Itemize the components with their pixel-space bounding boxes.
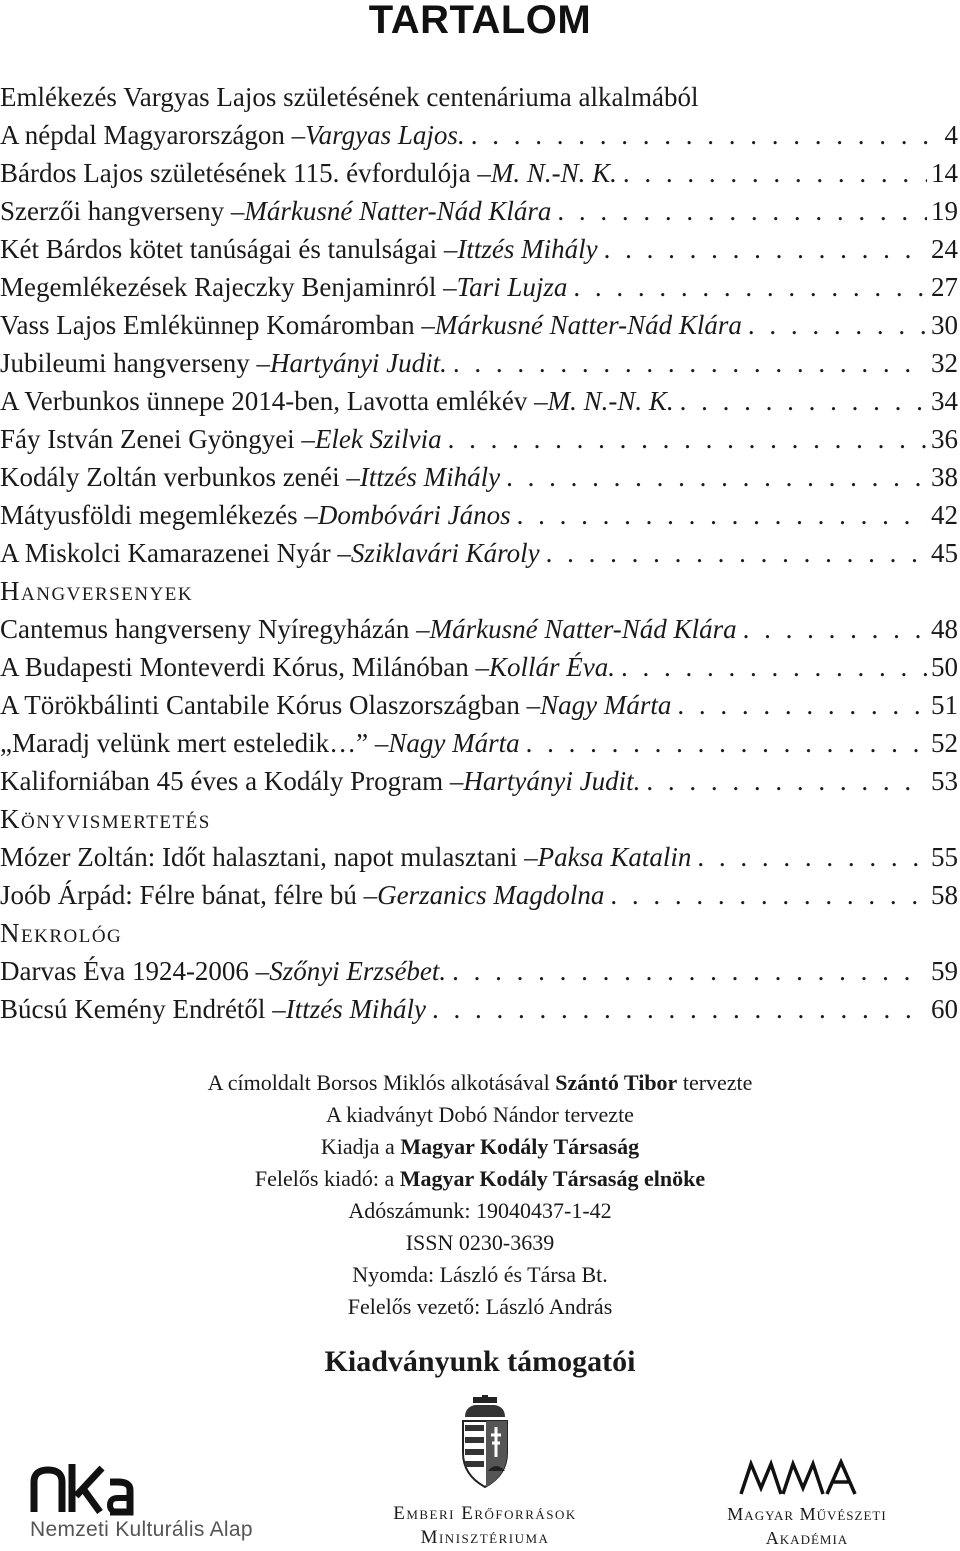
leader-dots bbox=[604, 230, 927, 268]
toc-entry-author: Márkusné Natter-Nád Klára bbox=[429, 614, 737, 644]
toc-entry-page: 48 bbox=[931, 614, 958, 644]
emmi-logo-line1: Emberi Erőforrások bbox=[393, 1503, 577, 1524]
toc-entry-title: A Verbunkos ünnepe 2014-ben, Lavotta emlékév – bbox=[0, 386, 548, 416]
toc-entry-author: M. N.-N. K. bbox=[490, 158, 617, 188]
toc-entry-author: Kollár Éva. bbox=[488, 652, 615, 682]
toc-entry[interactable] bbox=[0, 952, 958, 990]
mma-logo-line2: Akadémia bbox=[765, 1528, 849, 1548]
toc-entry-title: A Budapesti Monteverdi Kórus, Milánóban – bbox=[0, 652, 489, 682]
leader-dots bbox=[452, 952, 927, 990]
toc-entry-title: Jubileumi hangverseny – bbox=[0, 348, 270, 378]
toc-entry[interactable] bbox=[0, 154, 958, 192]
toc-entry-page: 50 bbox=[931, 652, 958, 682]
imprint-manager: Felelős vezető: László András bbox=[347, 1294, 613, 1319]
toc-entry[interactable] bbox=[0, 762, 958, 800]
toc-entry-title: Kaliforniában 45 éves a Kodály Program – bbox=[0, 766, 464, 796]
toc-entry[interactable] bbox=[0, 838, 958, 876]
toc-entry-author: Hartyányi Judit. bbox=[269, 348, 447, 378]
toc-entry[interactable] bbox=[0, 116, 958, 154]
toc-entry-page: 60 bbox=[931, 994, 958, 1024]
toc-entry[interactable] bbox=[0, 382, 958, 420]
toc-entry-author: Elek Szilvia bbox=[314, 424, 442, 454]
toc-entry-title: „Maradj velünk mert esteledik…” – bbox=[0, 728, 389, 758]
section-heading-obituary: Nekrológ bbox=[0, 918, 123, 948]
toc-entry-page: 42 bbox=[931, 500, 958, 530]
imprint-issn: ISSN 0230-3639 bbox=[405, 1230, 555, 1255]
toc-entry[interactable] bbox=[0, 876, 958, 914]
toc-entry-title: Emlékezés Vargyas Lajos születésének centenáriuma alkalmából bbox=[0, 82, 699, 112]
toc-entry[interactable] bbox=[0, 420, 958, 458]
mma-logo-icon bbox=[737, 1458, 877, 1498]
imprint-publisher-line: Kiadja a Magyar Kodály Társaság bbox=[320, 1134, 640, 1159]
toc-entry-page: 19 bbox=[931, 196, 958, 226]
toc-entry-page: 14 bbox=[931, 158, 958, 188]
cover-designer-name: Szántó Tibor bbox=[555, 1070, 678, 1095]
imprint bbox=[0, 1067, 960, 1323]
toc-entry[interactable] bbox=[0, 534, 958, 572]
nka-logo-text: Nemzeti Kulturális Alap bbox=[30, 1518, 253, 1541]
toc-entry[interactable] bbox=[0, 306, 958, 344]
leader-dots bbox=[546, 534, 927, 572]
leader-dots bbox=[680, 382, 927, 420]
toc-entry-author: Nagy Márta bbox=[388, 728, 520, 758]
imprint-printer: Nyomda: László és Társa Bt. bbox=[352, 1262, 608, 1287]
toc-entry-author: Tari Lujza bbox=[456, 272, 568, 302]
toc-entry-title: A népdal Magyarországon – bbox=[0, 120, 306, 150]
toc-entry-title: Mátyusföldi megemlékezés – bbox=[0, 500, 318, 530]
imprint-designer-line: A kiadványt Dobó Nándor tervezte bbox=[326, 1102, 634, 1127]
leader-dots bbox=[623, 154, 927, 192]
toc-entry[interactable] bbox=[0, 724, 958, 762]
toc-entry-title: A Törökbálinti Cantabile Kórus Olaszországban – bbox=[0, 690, 541, 720]
toc-entry-author: Paksa Katalin bbox=[537, 842, 692, 872]
toc-entry[interactable] bbox=[0, 648, 958, 686]
leader-dots bbox=[432, 990, 927, 1028]
toc-entry-title: Kodály Zoltán verbunkos zenéi – bbox=[0, 462, 360, 492]
leader-dots bbox=[453, 344, 927, 382]
toc-entry-title: Mózer Zoltán: Időt halasztani, napot mulasztani – bbox=[0, 842, 538, 872]
toc-entry-title: Darvas Éva 1924-2006 – bbox=[0, 956, 270, 986]
mma-logo-line1: Magyar Művészeti bbox=[727, 1504, 887, 1524]
toc-entry[interactable] bbox=[0, 990, 958, 1028]
imprint-tax-number: Adószámunk: 19040437-1-42 bbox=[348, 1198, 612, 1223]
toc-entry-author: Dombóvári János bbox=[317, 500, 511, 530]
responsible-publisher: Magyar Kodály Társaság elnöke bbox=[399, 1166, 706, 1191]
leader-dots bbox=[573, 268, 927, 306]
leader-dots bbox=[526, 724, 927, 762]
toc-entry-page: 30 bbox=[931, 310, 958, 340]
emmi-logo bbox=[360, 1395, 610, 1551]
hungarian-coat-of-arms-icon bbox=[455, 1395, 515, 1495]
toc-entry-author: Ittzés Mihály bbox=[285, 994, 426, 1024]
leader-dots bbox=[471, 116, 941, 154]
toc-entry-page: 59 bbox=[931, 956, 958, 986]
leader-dots bbox=[677, 686, 927, 724]
nka-logo-icon bbox=[30, 1460, 140, 1516]
toc-entry-title: Két Bárdos kötet tanúságai és tanulságai – bbox=[0, 234, 458, 264]
toc-entry-author: Sziklavári Károly bbox=[350, 538, 540, 568]
toc-entry-page: 51 bbox=[931, 690, 958, 720]
toc-entry-title: Cantemus hangverseny Nyíregyházán – bbox=[0, 614, 430, 644]
toc-entry-title: Fáy István Zenei Gyöngyei – bbox=[0, 424, 315, 454]
toc-entry-page: 53 bbox=[931, 766, 958, 796]
toc-entry-title: Búcsú Kemény Endrétől – bbox=[0, 994, 286, 1024]
toc-entry-author: Vargyas Lajos. bbox=[305, 120, 465, 150]
table-of-contents bbox=[0, 78, 958, 1028]
mma-logo bbox=[672, 1458, 942, 1551]
imprint-cover-line: A címoldalt Borsos Miklós alkotásával Szántó Tibor tervezte bbox=[207, 1070, 753, 1095]
toc-entry-author: Márkusné Natter-Nád Klára bbox=[434, 310, 742, 340]
emmi-logo-line2: Minisztériuma bbox=[420, 1527, 550, 1548]
toc-entry-page: 36 bbox=[931, 424, 958, 454]
toc-entry-page: 38 bbox=[931, 462, 958, 492]
toc-entry[interactable] bbox=[0, 268, 958, 306]
toc-entry-title: Joób Árpád: Félre bánat, félre bú – bbox=[0, 880, 378, 910]
toc-entry-page: 24 bbox=[931, 234, 958, 264]
leader-dots bbox=[610, 876, 927, 914]
toc-entry-author: Márkusné Natter-Nád Klára bbox=[244, 196, 552, 226]
leader-dots bbox=[517, 496, 927, 534]
toc-entry-author: Ittzés Mihály bbox=[359, 462, 501, 492]
section-heading-concerts: Hangversenyek bbox=[0, 576, 194, 606]
leader-dots bbox=[506, 458, 927, 496]
toc-entry-page: 58 bbox=[931, 880, 958, 910]
toc-entry-page: 55 bbox=[931, 842, 958, 872]
nka-logo bbox=[30, 1460, 300, 1550]
toc-entry-page: 52 bbox=[931, 728, 958, 758]
toc-entry-title: Vass Lajos Emlékünnep Komáromban – bbox=[0, 310, 435, 340]
leader-dots bbox=[621, 648, 927, 686]
imprint-responsible-line: Felelős kiadó: a Magyar Kodály Társaság elnöke bbox=[254, 1166, 706, 1191]
toc-entry[interactable] bbox=[0, 78, 958, 116]
toc-entry-author: Szőnyi Erzsébet. bbox=[269, 956, 447, 986]
toc-entry[interactable] bbox=[0, 496, 958, 534]
toc-entry-page: 32 bbox=[931, 348, 958, 378]
toc-entry-title: A Miskolci Kamarazenei Nyár – bbox=[0, 538, 351, 568]
toc-entry-author: Nagy Márta bbox=[540, 690, 672, 720]
toc-entry-author: Hartyányi Judit. bbox=[463, 766, 641, 796]
leader-dots bbox=[557, 192, 927, 230]
toc-entry[interactable] bbox=[0, 610, 958, 648]
page-title: TARTALOM bbox=[368, 0, 592, 42]
leader-dots bbox=[646, 762, 927, 800]
leader-dots bbox=[697, 838, 927, 876]
toc-entry-page: 34 bbox=[931, 386, 958, 416]
toc-entry[interactable] bbox=[0, 230, 958, 268]
toc-entry-author: Ittzés Mihály bbox=[457, 234, 598, 264]
toc-entry-title: Megemlékezések Rajeczky Benjaminról – bbox=[0, 272, 457, 302]
toc-entry-page: 45 bbox=[931, 538, 958, 568]
toc-entry-page: 27 bbox=[931, 272, 958, 302]
toc-entry[interactable] bbox=[0, 192, 958, 230]
supporters-heading: Kiadványunk támogatói bbox=[324, 1345, 636, 1378]
toc-entry[interactable] bbox=[0, 686, 958, 724]
toc-entry-author: M. N.-N. K. bbox=[547, 386, 674, 416]
toc-entry-author: Gerzanics Magdolna bbox=[377, 880, 605, 910]
toc-entry-page: 4 bbox=[944, 120, 958, 150]
publisher-name: Magyar Kodály Társaság bbox=[400, 1134, 640, 1159]
toc-entry-title: Szerzői hangverseny – bbox=[0, 196, 245, 226]
toc-entry[interactable] bbox=[0, 344, 958, 382]
toc-entry-title: Bárdos Lajos születésének 115. évfordulója – bbox=[0, 158, 491, 188]
toc-entry[interactable] bbox=[0, 458, 958, 496]
leader-dots bbox=[743, 610, 927, 648]
section-heading-reviews: Könyvismertetés bbox=[0, 804, 211, 834]
leader-dots bbox=[448, 420, 927, 458]
leader-dots bbox=[748, 306, 927, 344]
